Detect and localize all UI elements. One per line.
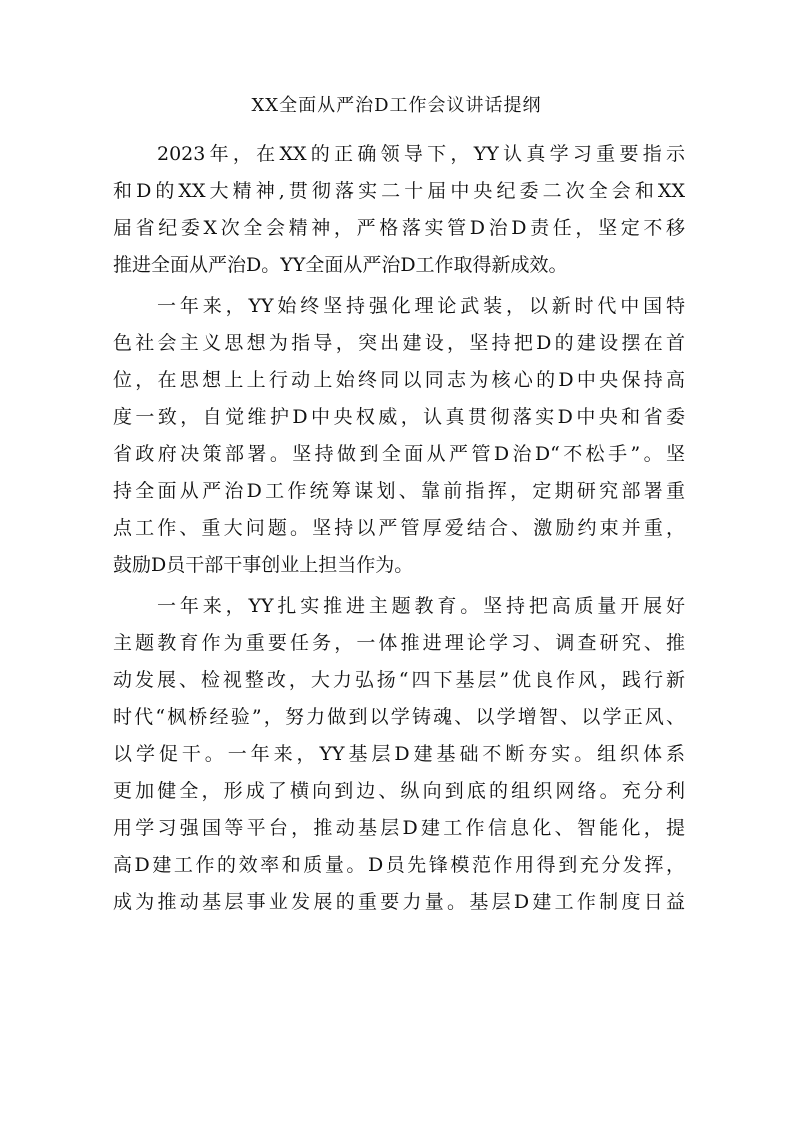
text-line: 度一致，自觉维护D中央权威，认真贯彻落实D中央和省委 bbox=[113, 406, 685, 428]
text-line: 持全面从严治D工作统筹谋划、靠前指挥，定期研究部署重 bbox=[113, 480, 685, 502]
text-line: 动发展、检视整改，大力弘扬“四下基层”优良作风，践行新 bbox=[113, 669, 685, 691]
text-line: 色社会主义思想为指导，突出建设，坚持把D的建设摆在首 bbox=[113, 332, 685, 354]
text-line: 和D的XX大精神,贯彻落实二十届中央纪委二次全会和XX bbox=[113, 180, 685, 202]
text-line: 点工作、重大问题。坚持以严管厚爱结合、激励约束并重， bbox=[113, 517, 685, 539]
text-line: 一年来，YY扎实推进主题教育。坚持把高质量开展好 bbox=[157, 595, 685, 617]
paragraph-1 bbox=[113, 136, 685, 284]
text-line: 推进全面从严治D。YY全面从严治D工作取得新成效。 bbox=[113, 254, 568, 276]
text-line: 位，在思想上上行动上始终同以同志为核心的D中央保持高 bbox=[113, 369, 685, 391]
text-line: 一年来，YY始终坚持强化理论武装，以新时代中国特 bbox=[157, 295, 685, 317]
text-line: 成为推动基层事业发展的重要力量。基层D建工作制度日益 bbox=[113, 891, 685, 913]
text-line: 高D建工作的效率和质量。D员先锋模范作用得到充分发挥， bbox=[113, 854, 685, 876]
text-line: 用学习强国等平台，推动基层D建工作信息化、智能化，提 bbox=[113, 817, 685, 839]
text-line: 届省纪委X次全会精神，严格落实管D治D责任，坚定不移 bbox=[113, 217, 685, 239]
text-line: 2023年，在XX的正确领导下，YY认真学习重要指示 bbox=[157, 143, 685, 165]
text-line: 时代“枫桥经验”，努力做到以学铸魂、以学增智、以学正风、 bbox=[113, 706, 685, 728]
text-line: 以学促干。一年来，YY基层D建基础不断夯实。组织体系 bbox=[113, 743, 685, 765]
paragraph-2 bbox=[113, 288, 685, 584]
text-line: 主题教育作为重要任务，一体推进理论学习、调查研究、推 bbox=[113, 632, 685, 654]
text-line: 省政府决策部署。坚持做到全面从严管D治D“不松手”。坚 bbox=[113, 443, 685, 465]
text-line: 鼓励D员干部干事创业上担当作为。 bbox=[113, 554, 414, 576]
text-line: 更加健全，形成了横向到边、纵向到底的组织网络。充分利 bbox=[113, 780, 685, 802]
paragraph-3 bbox=[113, 588, 685, 921]
document-body bbox=[113, 136, 685, 925]
document-title: XX全面从严治D工作会议讲话提纲 bbox=[251, 95, 542, 116]
